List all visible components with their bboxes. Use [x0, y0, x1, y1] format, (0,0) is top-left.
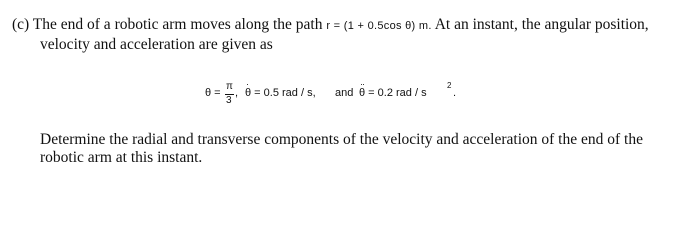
question-text: Determine the radial and transverse components of the velocity and acceleration of the end of the [40, 131, 643, 148]
question-text-end: robotic arm at this instant. [40, 149, 203, 166]
theta-double-dot-mark: ·· [360, 79, 364, 89]
eq-comma: , [235, 87, 239, 99]
three-denominator: 3 [226, 95, 232, 106]
and-word: and [335, 87, 354, 99]
problem-line-2 [40, 36, 273, 54]
theta-label: θ = [205, 87, 221, 99]
eq-period: . [453, 87, 457, 99]
problem-intro-text: (c) The end of a robotic arm moves along the path [12, 16, 323, 33]
acceleration-exponent: 2 [447, 81, 452, 90]
angular-velocity: θ = 0.5 rad / s, [245, 87, 316, 99]
problem-intro-suffix: At an instant, the angular position, [434, 16, 649, 33]
problem-line-4 [40, 149, 202, 167]
problem-line-1 [12, 16, 649, 35]
path-equation: r = (1 + 0.5cos θ) m. [326, 20, 432, 32]
given-values-text: velocity and acceleration are given as [40, 36, 273, 53]
problem-line-3 [40, 131, 643, 149]
pi-numerator: π [226, 81, 233, 92]
angular-acceleration: θ = 0.2 rad / s [359, 87, 427, 99]
theta-dot-mark: · [246, 79, 249, 89]
